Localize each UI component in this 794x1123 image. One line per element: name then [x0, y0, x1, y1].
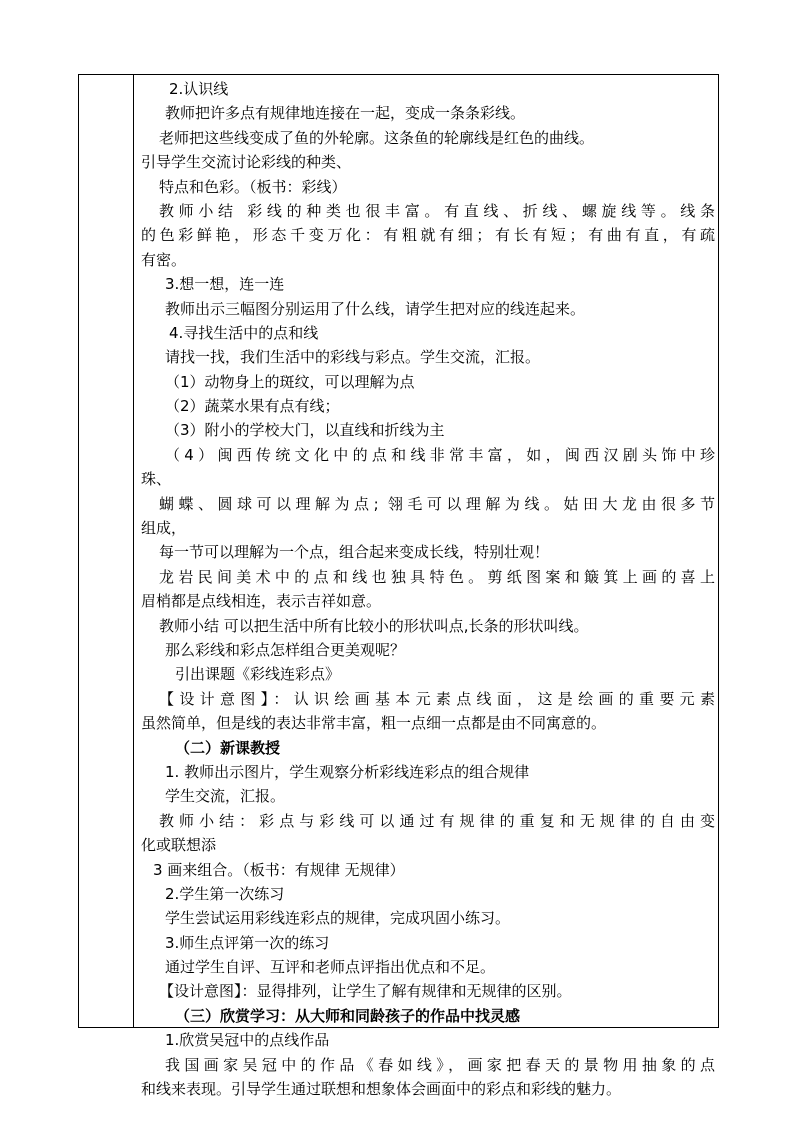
paragraph-line: 眉梢都是点线相连，表示吉祥如意。 [141, 592, 382, 611]
design-intent-line: 【设计意图】：显得排列，让学生了解有规律和无规律的区别。 [159, 982, 572, 1001]
paragraph-line: 教师小结：彩点与彩线可以通过有规律的重复和无规律的自由变 [159, 811, 715, 830]
list-item: （3）附小的学校大门，以直线和折线为主 [165, 421, 445, 440]
paragraph-line: 和线来表现。引导学生通过联想和想象体会画面中的彩点和彩线的魅力。 [141, 1080, 622, 1099]
paragraph-line: 教师小结 彩线的种类也很丰富。有直线、折线、螺旋线等。线条 [159, 201, 715, 220]
section-heading: 3.想一想，连一连 [165, 275, 285, 294]
section-heading: 2.学生第一次练习 [165, 884, 285, 903]
design-intent-line: 【设计意图】：认识绘画基本元素点线面，这是绘画的重要元素 [159, 689, 715, 708]
paragraph-line: 我国画家吴冠中的作品《春如线》，画家把春天的景物用抽象的点 [165, 1055, 715, 1074]
section-heading: 4.寻找生活中的点和线 [169, 323, 319, 342]
paragraph-line: 1. 教师出示图片，学生观察分析彩线连彩点的组合规律 [165, 762, 530, 781]
paragraph-line: 请找一找，我们生活中的彩线与彩点。学生交流，汇报。 [165, 348, 541, 367]
paragraph-line: 组成， [141, 519, 187, 538]
section-title: （二）新课教授 [175, 738, 281, 757]
paragraph-line: 的色彩鲜艳，形态千变万化：有粗就有细；有长有短；有曲有直，有疏 [141, 226, 715, 245]
paragraph-line: 龙岩民间美术中的点和线也独具特色。剪纸图案和簸箕上画的喜上 [159, 567, 715, 586]
paragraph-line: 有密。 [141, 250, 187, 269]
paragraph-line: 引导学生交流讨论彩线的种类、 [141, 153, 352, 172]
paragraph-line: 3 画来组合。（板书：有规律 无规律） [153, 860, 405, 879]
paragraph-line: 珠、 [141, 470, 172, 489]
section-heading: 1.欣赏吴冠中的点线作品 [165, 1031, 330, 1050]
paragraph-line: 那么彩线和彩点怎样组合更美观呢？ [165, 640, 406, 659]
section-heading: 3.师生点评第一次的练习 [165, 933, 330, 952]
section-heading: 2.认识线 [169, 80, 229, 98]
paragraph-line: 特点和色彩。（板书：彩线） [159, 177, 347, 196]
paragraph-line: 老师把这些线变成了鱼的外轮廓。这条鱼的轮廓线是红色的曲线。 [159, 128, 595, 147]
paragraph-line: 教师把许多点有规律地连接在一起，变成一条条彩线。 [165, 104, 526, 123]
paragraph-line: 教师小结 可以把生活中所有比较小的形状叫点,长条的形状叫线。 [159, 616, 589, 635]
paragraph-line: 引出课题《彩线连彩点》 [175, 665, 341, 684]
lesson-content [141, 77, 715, 1101]
list-item: （2）蔬菜水果有点有线； [165, 397, 340, 416]
paragraph-line: 通过学生自评、互评和老师点评指出优点和不足。 [165, 958, 496, 977]
lesson-table [78, 74, 719, 1099]
left-column-cell [79, 75, 134, 1027]
paragraph-line: 学生尝试运用彩线连彩点的规律，完成巩固小练习。 [165, 909, 511, 928]
section-title: （三）欣赏学习：从大师和同龄孩子的作品中找灵感 [175, 1006, 521, 1025]
paragraph-line: 每一节可以理解为一个点，组合起来变成长线，特别壮观！ [159, 543, 550, 562]
paragraph-line: 蝴蝶、圆球可以理解为点; 翎毛可以理解为线。姑田大龙由很多节 [159, 494, 715, 513]
paragraph-line: 虽然简单，但是线的表达非常丰富，粗一点细一点都是由不同寓意的。 [141, 714, 607, 733]
paragraph-line: 教师出示三幅图分别运用了什么线，请学生把对应的线连起来。 [165, 299, 586, 318]
paragraph-line: 化或联想添 [141, 836, 217, 855]
list-item: （1）动物身上的斑纹，可以理解为点 [165, 372, 415, 391]
list-item: （4）闽西传统文化中的点和线非常丰富，如，闽西汉剧头饰中珍 [165, 445, 715, 464]
paragraph-line: 学生交流，汇报。 [165, 787, 286, 806]
